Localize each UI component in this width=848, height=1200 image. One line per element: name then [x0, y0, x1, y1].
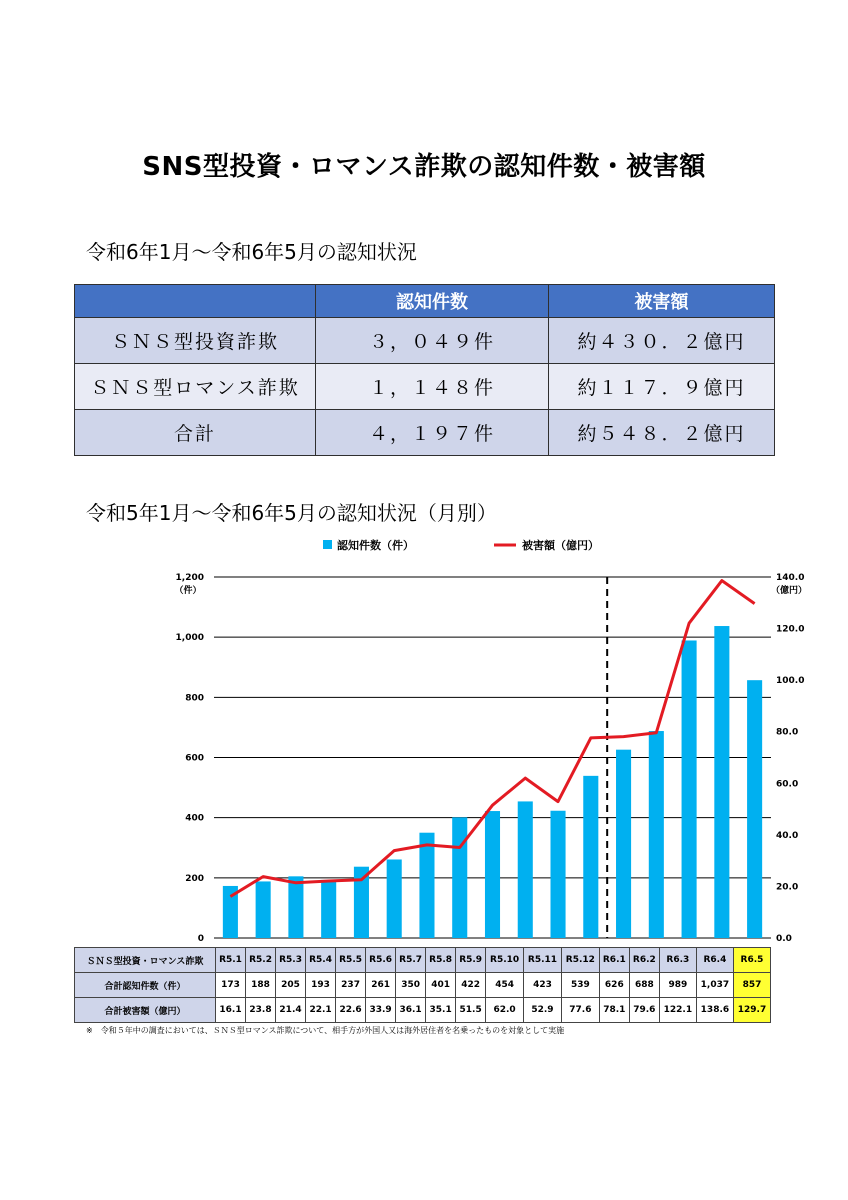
monthly-damage-cell: 21.4 — [276, 998, 306, 1023]
summary-row-count: ４，１９７件 — [316, 410, 549, 456]
legend-bar-label: 認知件数（件） — [337, 539, 414, 552]
right-tick-label: 40.0 — [776, 830, 799, 841]
monthly-month-cell: R5.2 — [246, 948, 276, 973]
monthly-month-cell: R6.3 — [659, 948, 696, 973]
summary-row-damage: 約５４８．２億円 — [549, 410, 775, 456]
monthly-count-cell: 626 — [599, 973, 629, 998]
left-tick-label: 400 — [185, 813, 204, 824]
summary-row-romance — [75, 364, 775, 410]
monthly-damage-cell: 78.1 — [599, 998, 629, 1023]
bar-R5.7 — [419, 833, 434, 938]
monthly-month-cell: R5.8 — [426, 948, 456, 973]
legend-line-label: 被害額（億円） — [522, 539, 599, 552]
monthly-month-cell: R6.5 — [733, 948, 770, 973]
monthly-damage-cell: 62.0 — [486, 998, 524, 1023]
monthly-chart — [0, 525, 848, 947]
monthly-count-cell: 350 — [396, 973, 426, 998]
monthly-damage-cell: 122.1 — [659, 998, 696, 1023]
footnote: ※ 令和５年中の調査においては、ＳＮＳ型ロマンス詐欺について、相手方が外国人又は海外居住者を名乗ったものを対象として実施 — [86, 1026, 565, 1035]
summary-row-investment — [75, 318, 775, 364]
right-tick-label: 120.0 — [776, 624, 805, 635]
monthly-month-cell: R5.11 — [524, 948, 562, 973]
monthly-month-cell: R6.4 — [696, 948, 733, 973]
left-axis-unit: （件） — [174, 586, 202, 596]
monthly-count-cell: 237 — [336, 973, 366, 998]
monthly-count-cell: 688 — [629, 973, 659, 998]
bar-R5.11 — [550, 811, 565, 938]
left-tick-label: 1,200 — [175, 573, 204, 583]
right-tick-label: 140.0 — [776, 573, 805, 583]
monthly-month-cell: R5.6 — [366, 948, 396, 973]
monthly-month-cell: R5.1 — [216, 948, 246, 973]
left-tick-label: 1,000 — [175, 633, 204, 644]
right-axis-unit: （億円） — [770, 586, 808, 596]
right-tick-label: 60.0 — [776, 779, 799, 790]
bar-R5.10 — [518, 801, 533, 938]
bar-R5.6 — [387, 859, 402, 938]
bar-R6.4 — [714, 626, 729, 938]
monthly-damage-cell: 138.6 — [696, 998, 733, 1023]
left-tick-label: 200 — [185, 873, 204, 884]
summary-header-damage: 被害額 — [549, 285, 775, 318]
monthly-count-cell: 422 — [456, 973, 486, 998]
summary-header-count: 認知件数 — [316, 285, 549, 318]
monthly-count-cell: 173 — [216, 973, 246, 998]
summary-row-damage: 約４３０．２億円 — [549, 318, 775, 364]
right-tick-label: 20.0 — [776, 882, 799, 893]
monthly-month-cell: R6.1 — [599, 948, 629, 973]
monthly-damage-cell: 22.1 — [306, 998, 336, 1023]
monthly-damage-cell: 77.6 — [561, 998, 599, 1023]
bar-R5.2 — [256, 881, 271, 938]
monthly-count-cell: 989 — [659, 973, 696, 998]
monthly-count-cell: 261 — [366, 973, 396, 998]
bar-R6.1 — [616, 750, 631, 938]
monthly-month-cell: R5.3 — [276, 948, 306, 973]
monthly-month-cell: R5.9 — [456, 948, 486, 973]
bar-R6.3 — [682, 640, 697, 938]
monthly-count-cell: 539 — [561, 973, 599, 998]
section1-heading: 令和6年1月～令和6年5月の認知状況 — [86, 240, 417, 264]
monthly-month-cell: R5.7 — [396, 948, 426, 973]
left-tick-label: 800 — [185, 693, 204, 704]
monthly-month-cell: R5.10 — [486, 948, 524, 973]
bar-R6.2 — [649, 731, 664, 938]
monthly-damage-cell: 51.5 — [456, 998, 486, 1023]
monthly-count-row — [75, 973, 771, 998]
summary-row-count: １，１４８件 — [316, 364, 549, 410]
monthly-damage-cell: 33.9 — [366, 998, 396, 1023]
monthly-count-cell: 1,037 — [696, 973, 733, 998]
monthly-count-cell: 423 — [524, 973, 562, 998]
monthly-row-label: 合計被害額（億円） — [75, 998, 216, 1023]
bar-R5.5 — [354, 867, 369, 938]
monthly-month-cell: R5.12 — [561, 948, 599, 973]
summary-row-count: ３，０４９件 — [316, 318, 549, 364]
monthly-damage-cell: 52.9 — [524, 998, 562, 1023]
bar-R5.3 — [288, 876, 303, 938]
summary-row-total — [75, 410, 775, 456]
summary-row-damage: 約１１７．９億円 — [549, 364, 775, 410]
summary-header-row — [75, 285, 775, 318]
bar-R5.12 — [583, 776, 598, 938]
monthly-count-cell: 188 — [246, 973, 276, 998]
monthly-count-cell: 193 — [306, 973, 336, 998]
monthly-damage-cell: 16.1 — [216, 998, 246, 1023]
monthly-damage-row — [75, 998, 771, 1023]
monthly-header-row — [75, 948, 771, 973]
summary-row-label: ＳＮＳ型ロマンス詐欺 — [75, 364, 316, 410]
monthly-damage-cell: 22.6 — [336, 998, 366, 1023]
page-title: SNS型投資・ロマンス詐欺の認知件数・被害額 — [142, 152, 706, 182]
monthly-damage-cell: 129.7 — [733, 998, 770, 1023]
monthly-damage-cell: 79.6 — [629, 998, 659, 1023]
monthly-count-cell: 401 — [426, 973, 456, 998]
summary-row-label: 合計 — [75, 410, 316, 456]
monthly-count-cell: 857 — [733, 973, 770, 998]
monthly-table — [74, 947, 771, 1023]
summary-header-blank — [75, 285, 316, 318]
section2-heading: 令和5年1月～令和6年5月の認知状況（月別） — [86, 501, 497, 525]
monthly-damage-cell: 36.1 — [396, 998, 426, 1023]
monthly-month-cell: R5.4 — [306, 948, 336, 973]
summary-row-label: ＳＮＳ型投資詐欺 — [75, 318, 316, 364]
monthly-damage-cell: 23.8 — [246, 998, 276, 1023]
monthly-row-label: ＳＮＳ型投資・ロマンス詐欺 — [75, 948, 216, 973]
bar-R5.4 — [321, 880, 336, 938]
monthly-row-label: 合計認知件数（件） — [75, 973, 216, 998]
bar-R5.8 — [452, 817, 467, 938]
monthly-month-cell: R5.5 — [336, 948, 366, 973]
monthly-count-cell: 205 — [276, 973, 306, 998]
monthly-month-cell: R6.2 — [629, 948, 659, 973]
right-tick-label: 0.0 — [776, 934, 792, 944]
right-tick-label: 80.0 — [776, 727, 799, 738]
summary-table — [74, 284, 775, 456]
left-tick-label: 0 — [197, 934, 204, 944]
right-tick-label: 100.0 — [776, 676, 805, 687]
bar-R6.5 — [747, 680, 762, 938]
monthly-damage-cell: 35.1 — [426, 998, 456, 1023]
bar-R5.9 — [485, 811, 500, 938]
monthly-count-cell: 454 — [486, 973, 524, 998]
legend-bar-swatch — [323, 540, 332, 549]
left-tick-label: 600 — [185, 753, 204, 764]
